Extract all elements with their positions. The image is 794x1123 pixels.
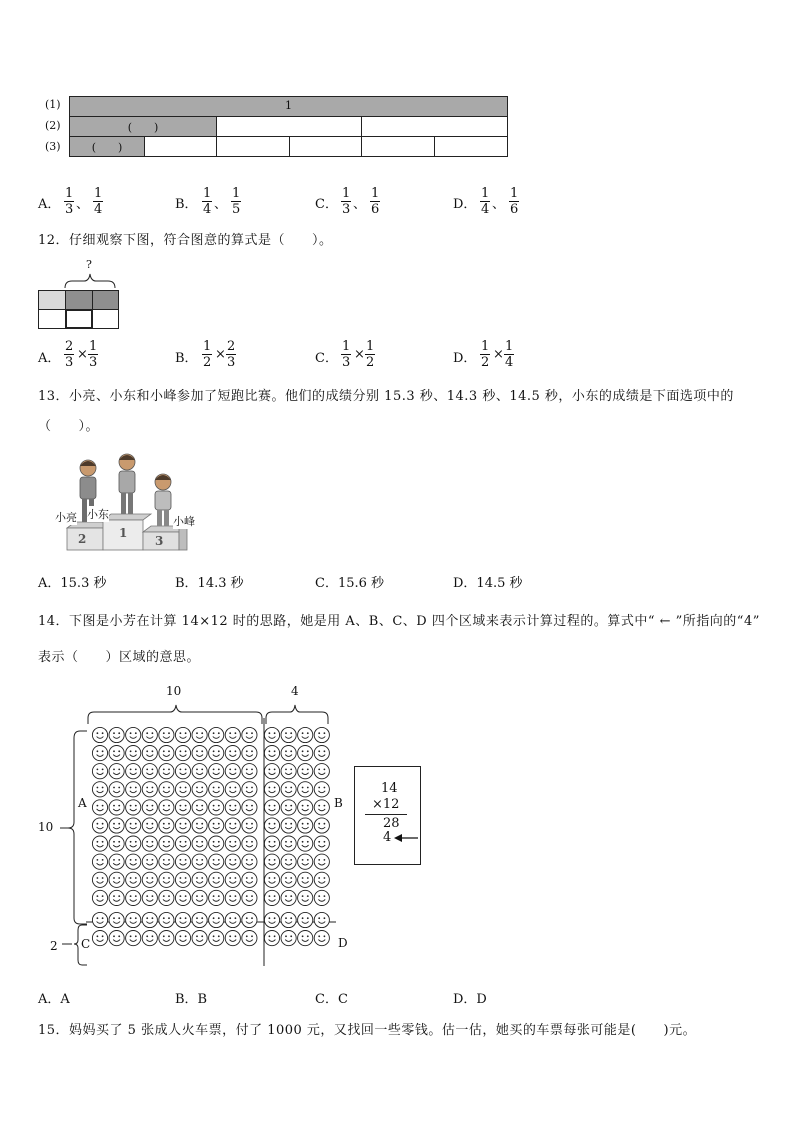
smiley-face-icon — [242, 931, 257, 946]
smiley-face-icon — [209, 746, 224, 761]
smiley-face-icon — [264, 836, 279, 851]
smiley-face-icon — [109, 727, 124, 742]
smiley-face-icon — [225, 912, 240, 927]
fraction: $\frac{1}{4}$ — [94, 186, 103, 217]
smiley-face-icon — [264, 764, 279, 779]
smiley-face-icon — [192, 931, 207, 946]
smiley-face-icon — [126, 727, 141, 742]
row3-cell — [361, 136, 435, 157]
region-label-d: D — [338, 936, 348, 950]
smiley-face-icon — [142, 782, 157, 797]
smiley-face-icon — [225, 854, 240, 869]
smiley-face-icon — [159, 746, 174, 761]
smiley-face-icon — [126, 818, 141, 833]
q13-option-a[interactable]: A．15.3 秒 — [38, 576, 107, 591]
runner-name: 小亮 — [55, 511, 77, 524]
smiley-face-icon — [264, 746, 279, 761]
smiley-face-icon — [281, 800, 296, 815]
smiley-face-icon — [142, 912, 157, 927]
smiley-face-icon — [109, 872, 124, 887]
smiley-face-icon — [242, 912, 257, 927]
smiley-face-icon — [225, 782, 240, 797]
smiley-face-icon — [159, 890, 174, 905]
smiley-face-icon — [264, 890, 279, 905]
smiley-face-icon — [92, 912, 107, 927]
smiley-face-icon — [142, 800, 157, 815]
smiley-face-icon — [92, 872, 107, 887]
fraction: $\frac{2}{3}$ — [65, 339, 74, 370]
smiley-face-icon — [225, 746, 240, 761]
row3-cell — [434, 136, 508, 157]
smiley-face-icon — [159, 782, 174, 797]
q14-option-d[interactable]: D．D — [453, 992, 487, 1007]
smiley-face-icon — [209, 800, 224, 815]
smiley-face-icon — [281, 890, 296, 905]
smiley-face-icon — [92, 800, 107, 815]
smiley-face-icon — [298, 912, 313, 927]
whole-label: 1 — [285, 99, 292, 112]
smiley-face-icon — [281, 931, 296, 946]
q13-option-b[interactable]: B．14.3 秒 — [175, 576, 244, 591]
smiley-face-icon — [192, 782, 207, 797]
smiley-face-icon — [209, 854, 224, 869]
q15-text: 15．妈妈买了 5 张成人火车票，付了 1000 元，又找回一些零钱。估一估，她买的车票每张可能是( )元。 — [38, 1023, 697, 1038]
smiley-face-icon — [126, 890, 141, 905]
smiley-face-icon — [192, 818, 207, 833]
smiley-face-icon — [159, 727, 174, 742]
smiley-face-icon — [281, 764, 296, 779]
smiley-face-icon — [159, 836, 174, 851]
smiley-face-icon — [109, 818, 124, 833]
row2-cell — [361, 116, 508, 137]
smiley-face-icon — [209, 872, 224, 887]
fraction: $\frac{1}{6}$ — [371, 186, 380, 217]
smiley-face-icon — [314, 764, 329, 779]
row-label-2: (2) — [45, 119, 61, 132]
smiley-face-icon — [142, 764, 157, 779]
podium-number: 3 — [155, 534, 164, 548]
region-label-c: C — [81, 937, 91, 951]
faces-group — [92, 727, 329, 945]
region-label-a: A — [78, 796, 87, 810]
smiley-face-icon — [225, 890, 240, 905]
calc-line-4: 4 — [383, 830, 392, 845]
smiley-face-icon — [92, 931, 107, 946]
smiley-face-icon — [264, 727, 279, 742]
side-label-bottom: 2 — [50, 939, 58, 953]
q13-option-c[interactable]: C．15.6 秒 — [315, 576, 385, 591]
smiley-face-icon — [159, 854, 174, 869]
smiley-face-icon — [192, 800, 207, 815]
smiley-face-icon — [126, 836, 141, 851]
smiley-face-icon — [126, 854, 141, 869]
smiley-face-icon — [192, 890, 207, 905]
smiley-face-icon — [175, 746, 190, 761]
smiley-face-icon — [109, 800, 124, 815]
smiley-face-icon — [209, 818, 224, 833]
smiley-face-icon — [142, 818, 157, 833]
smiley-face-icon — [314, 931, 329, 946]
smiley-face-icon — [159, 912, 174, 927]
smiley-face-icon — [192, 727, 207, 742]
smiley-face-icon — [109, 782, 124, 797]
fraction: $\frac{1}{2}$ — [366, 339, 375, 370]
smiley-face-icon — [126, 746, 141, 761]
smiley-face-icon — [92, 836, 107, 851]
smiley-face-icon — [225, 727, 240, 742]
smiley-face-icon — [175, 931, 190, 946]
q13-option-d[interactable]: D．14.5 秒 — [453, 576, 523, 591]
smiley-face-icon — [242, 890, 257, 905]
smiley-face-icon — [242, 782, 257, 797]
smiley-face-icon — [242, 854, 257, 869]
smiley-face-icon — [225, 836, 240, 851]
q13-text-line1: 13．小亮、小东和小峰参加了短跑比赛。他们的成绩分别 15.3 秒、14.3 秒、14.5 秒，小东的成绩是下面选项中的 — [38, 389, 734, 404]
smiley-face-icon — [109, 912, 124, 927]
row2-blank: ( ) — [127, 121, 159, 134]
smiley-face-icon — [298, 782, 313, 797]
smiley-face-icon — [298, 818, 313, 833]
q14-text-line1: 14．下图是小芳在计算 14×12 时的思路，她是用 A、B、C、D 四个区域来表示计算过程的。算式中“ ← ”所指向的“4” — [38, 614, 760, 629]
smiley-face-icon — [92, 764, 107, 779]
smiley-face-icon — [92, 854, 107, 869]
smiley-face-icon — [242, 800, 257, 815]
smiley-face-icon — [175, 836, 190, 851]
smiley-face-icon — [159, 872, 174, 887]
q14-option-c[interactable]: C．C — [315, 992, 348, 1007]
q12-text: 12．仔细观察下图，符合图意的算式是（ ）。 — [38, 233, 333, 248]
q14-option-a[interactable]: A．A — [38, 992, 70, 1007]
fraction: $\frac{1}{3}$ — [65, 186, 74, 217]
smiley-face-icon — [126, 872, 141, 887]
smiley-face-icon — [126, 782, 141, 797]
smiley-face-icon — [281, 912, 296, 927]
smiley-face-icon — [192, 746, 207, 761]
fraction: $\frac{1}{4}$ — [203, 186, 212, 217]
smiley-face-icon — [298, 764, 313, 779]
runner-name: 小东 — [87, 508, 109, 521]
q14-text-line2: 表示（ ）区域的意思。 — [38, 650, 201, 665]
smiley-face-icon — [159, 931, 174, 946]
smiley-face-icon — [209, 890, 224, 905]
smiley-face-icon — [192, 764, 207, 779]
podium-number: 1 — [119, 526, 128, 540]
fraction: $\frac{1}{6}$ — [510, 186, 519, 217]
smiley-face-icon — [92, 727, 107, 742]
smiley-face-icon — [314, 746, 329, 761]
smiley-face-icon — [109, 931, 124, 946]
smiley-face-icon — [126, 912, 141, 927]
smiley-face-icon — [126, 931, 141, 946]
smiley-face-icon — [225, 931, 240, 946]
smiley-face-icon — [192, 872, 207, 887]
smiley-face-icon — [175, 912, 190, 927]
top-label-left: 10 — [166, 684, 182, 698]
smiley-face-icon — [109, 764, 124, 779]
smiley-face-icon — [175, 727, 190, 742]
calc-line-2: ×12 — [372, 797, 400, 812]
smiley-face-icon — [175, 818, 190, 833]
smiley-face-icon — [109, 746, 124, 761]
smiley-face-icon — [209, 836, 224, 851]
smiley-face-icon — [314, 912, 329, 927]
left-arrow-icon — [393, 831, 419, 845]
smiley-face-icon — [242, 818, 257, 833]
top-label-right: 4 — [291, 684, 299, 698]
smiley-face-icon — [281, 818, 296, 833]
smiley-face-icon — [175, 890, 190, 905]
side-label-top: 10 — [38, 820, 54, 834]
smiley-face-icon — [209, 764, 224, 779]
smiley-face-icon — [281, 872, 296, 887]
smiley-face-icon — [298, 836, 313, 851]
fraction: $\frac{2}{3}$ — [227, 339, 236, 370]
smiley-face-icon — [209, 931, 224, 946]
smiley-face-icon — [298, 872, 313, 887]
smiley-face-icon — [142, 872, 157, 887]
fraction: $\frac{1}{2}$ — [481, 339, 490, 370]
smiley-face-icon — [92, 782, 107, 797]
smiley-face-icon — [264, 854, 279, 869]
smiley-face-icon — [314, 782, 329, 797]
smiley-face-icon — [242, 764, 257, 779]
smiley-face-icon — [264, 800, 279, 815]
smiley-face-icon — [264, 931, 279, 946]
vertical-calculation-box — [354, 766, 421, 865]
region-label-b: B — [334, 796, 343, 810]
smiley-face-icon — [175, 872, 190, 887]
calc-line-1: 14 — [381, 781, 398, 796]
smiley-face-icon — [314, 800, 329, 815]
smiley-face-icon — [281, 727, 296, 742]
calc-rule — [365, 814, 407, 815]
fraction: $\frac{1}{2}$ — [203, 339, 212, 370]
smiley-face-icon — [242, 727, 257, 742]
fraction: $\frac{1}{3}$ — [342, 186, 351, 217]
smiley-face-icon — [314, 836, 329, 851]
smiley-face-icon — [175, 782, 190, 797]
fraction: $\frac{1}{4}$ — [481, 186, 490, 217]
smiley-face-icon — [264, 818, 279, 833]
smiley-face-icon — [314, 872, 329, 887]
smiley-face-icon — [175, 800, 190, 815]
smiley-face-icon — [264, 782, 279, 797]
fraction: $\frac{1}{3}$ — [342, 339, 351, 370]
smiley-face-icon — [242, 746, 257, 761]
smiley-face-icon — [264, 912, 279, 927]
smiley-face-icon — [264, 872, 279, 887]
smiley-face-icon — [298, 746, 313, 761]
smiley-face-icon — [192, 912, 207, 927]
row-label-1: (1) — [45, 98, 61, 111]
smiley-face-icon — [109, 854, 124, 869]
smiley-face-icon — [92, 746, 107, 761]
smiley-face-icon — [298, 800, 313, 815]
smiley-face-icon — [281, 746, 296, 761]
smiley-face-icon — [225, 872, 240, 887]
smiley-face-icon — [142, 727, 157, 742]
smiley-face-icon — [109, 836, 124, 851]
smiley-face-icon — [209, 912, 224, 927]
smiley-face-icon — [298, 854, 313, 869]
smiley-face-icon — [314, 727, 329, 742]
smiley-face-icon — [225, 800, 240, 815]
smiley-face-icon — [109, 890, 124, 905]
podium-number: 2 — [78, 532, 87, 546]
smiley-face-icon — [192, 854, 207, 869]
question-mark: ? — [86, 258, 92, 271]
smiley-face-icon — [142, 854, 157, 869]
smiley-face-icon — [126, 800, 141, 815]
smiley-face-icon — [159, 764, 174, 779]
smiley-face-icon — [92, 818, 107, 833]
smiley-face-icon — [192, 836, 207, 851]
smiley-face-icon — [225, 764, 240, 779]
smiley-face-icon — [298, 727, 313, 742]
row-label-3: (3) — [45, 140, 61, 153]
smiley-face-icon — [209, 782, 224, 797]
fraction: $\frac{1}{4}$ — [505, 339, 514, 370]
runner-name: 小峰 — [173, 515, 195, 528]
smiley-face-icon — [92, 890, 107, 905]
smiley-face-icon — [298, 890, 313, 905]
smiley-face-icon — [142, 890, 157, 905]
smiley-face-icon — [242, 872, 257, 887]
smiley-face-icon — [314, 854, 329, 869]
smiley-face-icon — [159, 800, 174, 815]
smiley-face-icon — [314, 818, 329, 833]
smiley-face-icon — [142, 746, 157, 761]
smiley-face-icon — [142, 931, 157, 946]
smiley-face-icon — [175, 764, 190, 779]
smiley-face-icon — [159, 818, 174, 833]
q14-option-b[interactable]: B．B — [175, 992, 208, 1007]
smiley-face-icon — [242, 836, 257, 851]
smiley-face-icon — [175, 854, 190, 869]
smiley-face-icon — [281, 836, 296, 851]
smiley-grid — [0, 0, 360, 975]
smiley-face-icon — [314, 890, 329, 905]
smiley-face-icon — [281, 782, 296, 797]
smiley-face-icon — [142, 836, 157, 851]
row3-blank: ( ) — [91, 141, 123, 154]
smiley-face-icon — [225, 818, 240, 833]
smiley-face-icon — [126, 764, 141, 779]
smiley-face-icon — [298, 931, 313, 946]
smiley-face-icon — [209, 727, 224, 742]
fraction: $\frac{1}{3}$ — [89, 339, 98, 370]
fraction: $\frac{1}{5}$ — [232, 186, 241, 217]
q13-text-line2: （ ）。 — [38, 419, 100, 434]
calc-line-3: 28 — [383, 816, 400, 831]
smiley-face-icon — [281, 854, 296, 869]
